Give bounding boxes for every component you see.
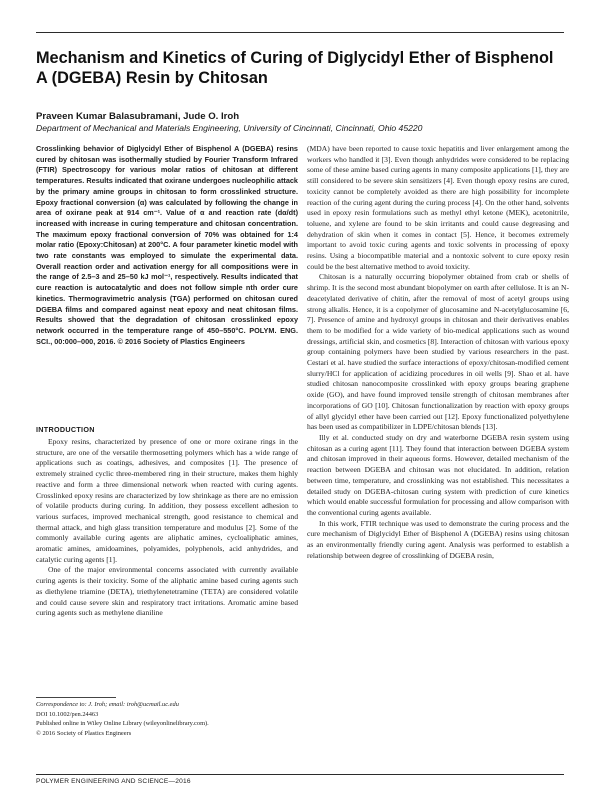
publication-note: Published online in Wiley Online Library (wileyonlinelibrary.com).: [36, 720, 209, 728]
abstract: Crosslinking behavior of Diglycidyl Ether of Bisphenol A (DGEBA) resins cured by chitosan was isothermally studied by Fourier Transform Infrared (FTIR) Spectroscopy for various molar ratios of chitosan at different temperatures. Results indicated that oxirane undergoes nucleophilic attack by the primary amine groups in chitosan to form crosslinked structure. Epoxy fractional conversion (α) was calculated by following the change in area of oxirane peak at 914 cm⁻¹. Value of α and reaction rate (dα/dt) increased with increase in curing temperature and chitosan concentration. The maximum epoxy fractional conversion of 70% was obtained for 1:4 molar ratio (Epoxy:Chitosan) at 200°C. A four parameter kinetic model with two rate constants was employed to simulate the experimental data. Overall reaction order and activation energy for all compositions were in the range of 2.5–3 and 25–50 kJ mol⁻¹, respectively. Results indicated that cure reaction is autocatalytic and does not follow simple nth order cure kinetics. Thermogravimetric analysis (TGA) performed on chitosan cured DGEBA films and compared against neat epoxy and neat chitosan films. Results showed that the degradation of chitosan crosslinked epoxy network occurred in the temperature range of 450–550°C. POLYM. ENG. SCI., 00:000–000, 2016. © 2016 Society of Plastics Engineers: [36, 144, 298, 346]
author-affiliation: Department of Mechanical and Materials Engineering, University of Cincinnati, Cincinnati, Ohio 45220: [36, 123, 423, 133]
introduction-body: [36, 437, 298, 692]
footnote-rule: [36, 697, 116, 698]
article-title: Mechanism and Kinetics of Curing of Diglycidyl Ether of Bisphenol A (DGEBA) Resin by Chitosan: [36, 49, 554, 87]
right-column-body: [307, 144, 569, 773]
body-paragraph: (MDA) have been reported to cause toxic hepatitis and liver enlargement among the workers who handled it [3]. Even though anhydrides were considered to be replacing some of these amine based curing agents in many composite applications [1], they are still considered to be severe skin sensitizers [4]. Even though epoxy resins are cured, toxicity cannot be completely avoided as there are high possibility for incomplete reaction of the curing agent during the curing process [4]. On the other hand, solvents used in epoxy resin formulations such as methyl ethyl ketone (MEK), acetonitrile, toluene, and xylene are found to be skin irritants and could cause degreasing and dehydration of skin when it comes in contact [5]. Hence, it becomes extremely important to avoid toxic curing agents and toxic solvents in processing of epoxy resins. Using a biocompatible material and a nontoxic solvent to cure epoxy resin could be the best alternative method to avoid toxicity.: [307, 144, 569, 271]
correspondence-note: Correspondence to: J. Iroh; email: iroh@ucmail.uc.edu: [36, 701, 179, 708]
top-rule: [36, 32, 564, 33]
footnotes: [36, 700, 298, 738]
body-paragraph: Epoxy resins, characterized by presence of one or more oxirane rings in the structure, are one of the versatile thermosetting polymers which has a wide range of applications such as coatings, adhesives, and composites [1]. The presence of extremely strained cyclic three-membered ring in their structure, makes them highly reactive and form a three dimensional network when reacted with curing agents. Crosslinked epoxy resins are characterized by low shrinkage as there are no emission of volatile products during curing. In addition, they possess excellent adhesion to various surfaces, improved mechanical strength, good resistance to chemical and thermal attack, and high glass transition temperature and modulus [2]. Some of the commonly available curing agents are aliphatic amines, cycloaliphatic amines, aromatic amines, amidoamines, polyamides, polyphenols, acid anhydrides, and catalytic curing agents [1].: [36, 437, 298, 564]
doi-note: DOI 10.1002/pen.24463: [36, 710, 99, 718]
body-paragraph: One of the major environmental concerns associated with currently available curing agents is their toxicity. Some of the aliphatic amine based curing agents such as diethylene triamine (DETA), triethylenetetramine (TETA) are considered volatile and could cause severe skin and respiratory tract irritations. Aromatic amine based curing agents such as methylene dianiline: [36, 565, 298, 618]
body-paragraph: In this work, FTIR technique was used to demonstrate the curing process and the cure mechanism of Diglycidyl Ether of Bisphenol A (DGEBA) resins using chitosan as an environmentally friendly curing agent. Analysis was performed to establish a relationship between degree of crosslinking of DGEBA resin,: [307, 518, 569, 560]
body-paragraph: Chitosan is a naturally occurring biopolymer obtained from crab or shells of shrimp. It is the second most abundant biopolymer on earth after cellulose. It is an N-deacetylated derivative of chitin, after the removal of most of acetyl groups using strong alkalis. Hence, it is a copolymer of glucosamine and N-acetylglucosamine [6, 7]. Presence of amine and hydroxyl groups in chitosan and their derivatives enables them to be modified for a wide variety of bio-medical applications such as wound dressings, artificial skin, and cosmetics [8]. Interaction of chitosan with various epoxy group containing polymers have been studied by various researchers in the past. Cestari et al. have studied the surface interactions of epoxy/chitosan-modified cement slurry/HCl for application of acidizing procedures in oil wells [9]. Shao et al. have studied chitosan nanocomposite crosslinked with epoxy groups bearing graphene oxide (GO), and have found improved tensile strength of chitosan membranes after incorporations of GO [10]. Chitosan functionalization by reaction with epoxy groups of allyl glycidyl ether have been carried out [12]. Epoxy functionalized polyethylene has been used as compatibilizer in LDPE/chitosan blends [13].: [307, 272, 569, 432]
section-heading-introduction: INTRODUCTION: [36, 425, 95, 434]
footer-rule: [36, 774, 564, 775]
copyright-note: © 2016 Society of Plastics Engineers: [36, 729, 132, 737]
running-footer: POLYMER ENGINEERING AND SCIENCE—2016: [36, 778, 191, 785]
body-paragraph: Illy et al. conducted study on dry and waterborne DGEBA resin system using chitosan as a curing agent [11]. They found that interaction between DGEBA system and chitosan improved in their aqueous forms. However, detailed mechanism of the reaction between DGEBA and chitosan was not elucidated. In addition, relation between time, temperature, and crosslinking was not established. This necessitates a detailed study on DGEBA-chitosan curing system with prediction of cure kinetics which would enable successful formulation for processing and allow comparison with the conventional curing agents available.: [307, 432, 569, 517]
author-list: Praveen Kumar Balasubramani, Jude O. Iroh: [36, 111, 240, 122]
